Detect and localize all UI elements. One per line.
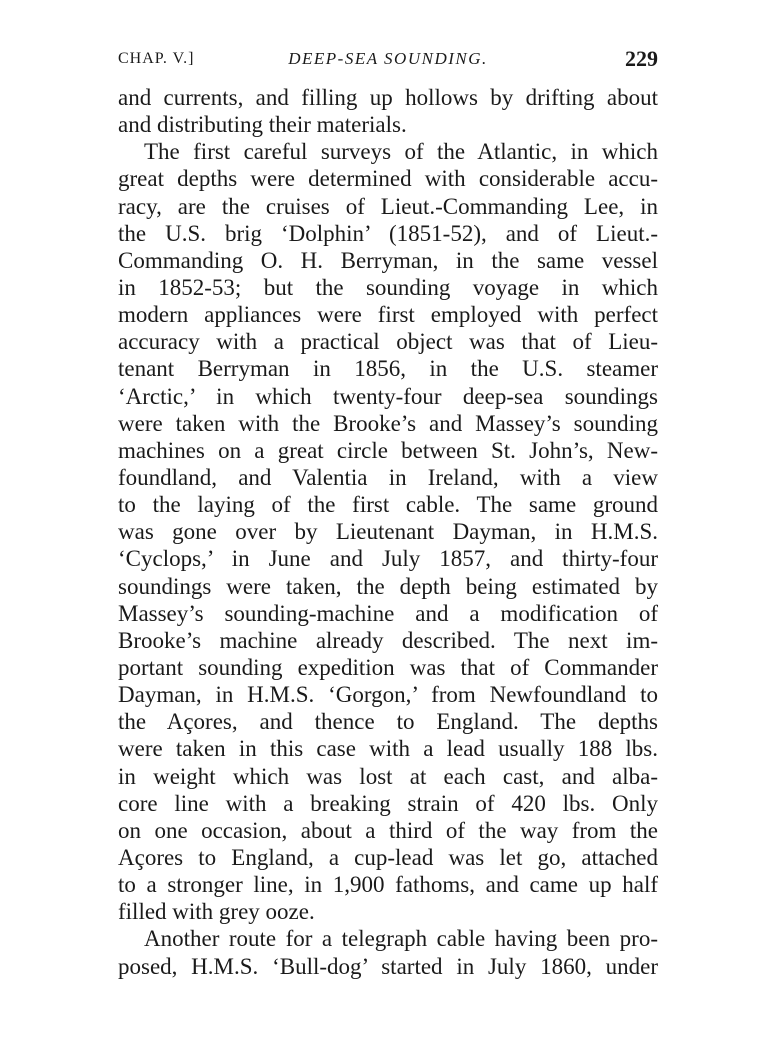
text-line: the U.S. brig ‘Dolphin’ (1851-52), and of Lieut.- [118,220,658,246]
text-line: accuracy with a practical object was that of Lieu- [118,329,658,355]
text-line: tenant Berryman in 1856, in the U.S. steamer [118,356,658,382]
text-line: to a stronger line, in 1,900 fathoms, and came up half [118,872,658,898]
text-line: Brooke’s machine already described. The next im- [118,627,658,653]
text-line: core line with a breaking strain of 420 lbs. Only [118,790,658,816]
page-number: 229 [625,46,658,71]
text-line: modern appliances were first employed with perfect [118,302,658,328]
text-line: the Açores, and thence to England. The depths [118,709,658,735]
text-line: ‘Cyclops,’ in June and July 1857, and thirty-four [118,546,658,572]
text-line: in 1852-53; but the sounding voyage in which [118,274,658,300]
text-line: Dayman, in H.M.S. ‘Gorgon,’ from Newfoundland to [118,682,658,708]
running-title: DEEP-SEA SOUNDING. [288,49,488,68]
text-line: on one occasion, about a third of the way from the [118,817,658,843]
text-line: to the laying of the first cable. The same ground [118,492,658,518]
chapter-reference: CHAP. V.] [118,50,195,67]
text-line: machines on a great circle between St. John’s, New- [118,437,658,463]
text-line: racy, are the cruises of Lieut.-Commanding Lee, in [118,193,658,219]
text-line: and distributing their materials. [118,112,407,138]
text-line: filled with grey ooze. [118,899,315,925]
text-line: posed, H.M.S. ‘Bull-dog’ started in July 1860, under [118,953,658,979]
body-text [118,84,658,980]
text-line: The first careful surveys of the Atlantic, in which [144,139,658,165]
text-line: Açores to England, a cup-lead was let go, attached [118,844,658,870]
running-head [118,44,658,78]
text-line: Commanding O. H. Berryman, in the same vessel [118,247,658,273]
text-line: Massey’s sounding-machine and a modification of [118,600,658,626]
text-line: was gone over by Lieutenant Dayman, in H.M.S. [118,519,658,545]
text-line: ‘Arctic,’ in which twenty-four deep-sea soundings [118,383,658,409]
text-line: in weight which was lost at each cast, and alba- [118,763,658,789]
text-line: Another route for a telegraph cable having been pro- [144,926,658,952]
text-line: foundland, and Valentia in Ireland, with a view [118,464,658,490]
text-line: great depths were determined with considerable accu- [118,166,658,192]
text-line: were taken with the Brooke’s and Massey’s sounding [118,410,658,436]
text-line: portant sounding expedition was that of Commander [118,654,658,680]
text-line: were taken in this case with a lead usually 188 lbs. [118,736,658,762]
text-line: soundings were taken, the depth being estimated by [118,573,658,599]
text-line: and currents, and filling up hollows by drifting about [118,85,658,110]
